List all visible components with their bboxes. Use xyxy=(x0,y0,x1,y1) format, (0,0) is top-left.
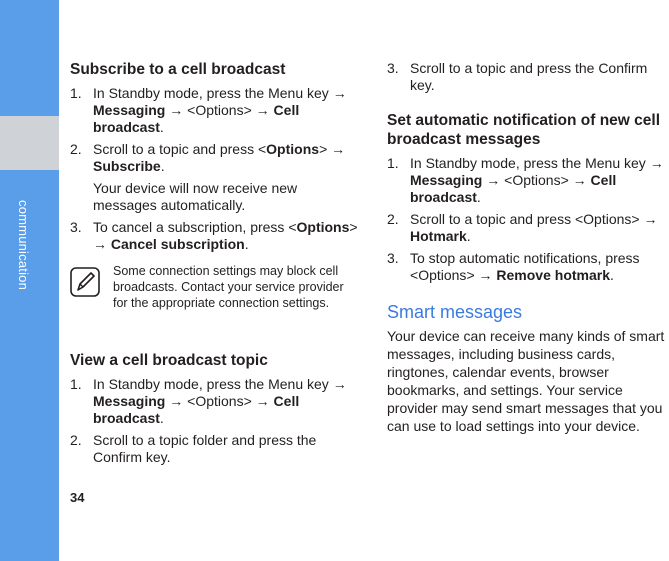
arrow-icon: → xyxy=(255,102,270,118)
arrow-icon: → xyxy=(331,141,346,157)
list-item: 2. Scroll to a topic and press <Options> → Subscribe. xyxy=(70,141,346,174)
arrow-icon: → xyxy=(93,236,107,252)
note-text: Some connection settings may block cell broadcasts. Contact your service provider for the appropriate connection settings. xyxy=(113,264,344,310)
subscribe-steps xyxy=(70,85,358,175)
arrow-icon: → xyxy=(478,267,493,283)
list-item: 1. In Standby mode, press the Menu key → Messaging → <Options> → Cell broadcast. xyxy=(70,85,347,135)
list-item: 3. To stop automatic notifications, press <Options> → Remove hotmark. xyxy=(387,250,640,283)
note-pencil-icon xyxy=(70,267,100,297)
arrow-icon: → xyxy=(572,172,587,188)
arrow-icon: → xyxy=(643,211,658,227)
smart-messages-body: Your device can receive many kinds of smart messages, including business cards, ringtones, calendar events, browser bookmarks, and settings. Your service provider may send smart messages that you can use to load settings into your device. xyxy=(387,328,665,434)
section-title-smart-messages: Smart messages xyxy=(387,302,523,322)
arrow-icon: → xyxy=(649,155,664,171)
sidebar-highlight-band xyxy=(0,116,59,170)
page-number: 34 xyxy=(70,490,85,505)
list-item: 2. Scroll to a topic folder and press the Confirm key. xyxy=(70,432,317,465)
list-item: 2. Scroll to a topic and press <Options> → Hotmark. xyxy=(387,211,658,244)
arrow-icon: → xyxy=(169,102,184,118)
arrow-icon: → xyxy=(332,85,347,101)
note-box xyxy=(70,263,358,335)
step-followup: Your device will now receive new messages automatically. xyxy=(93,180,298,213)
list-item: 3. To cancel a subscription, press <Options> → Cancel subscription. xyxy=(70,219,358,252)
list-item: 1. In Standby mode, press the Menu key → Messaging → <Options> → Cell broadcast. xyxy=(70,376,347,426)
sidebar xyxy=(0,0,59,561)
arrow-icon: → xyxy=(255,393,270,409)
list-item: 1. In Standby mode, press the Menu key → Messaging → <Options> → Cell broadcast. xyxy=(387,155,664,205)
heading-auto-notification: Set automatic notification of new cell broadcast messages xyxy=(387,112,661,148)
heading-view-topic: View a cell broadcast topic xyxy=(70,352,268,369)
view-topic-steps xyxy=(70,376,358,466)
left-column xyxy=(70,60,358,471)
right-column xyxy=(387,60,669,435)
section-label: communication xyxy=(16,200,31,291)
arrow-icon: → xyxy=(169,393,184,409)
auto-notification-steps xyxy=(387,155,669,284)
list-item: 3. Scroll to a topic and press the Confirm key. xyxy=(387,60,648,93)
arrow-icon: → xyxy=(486,172,501,188)
arrow-icon: → xyxy=(332,376,347,392)
heading-subscribe: Subscribe to a cell broadcast xyxy=(70,61,286,78)
